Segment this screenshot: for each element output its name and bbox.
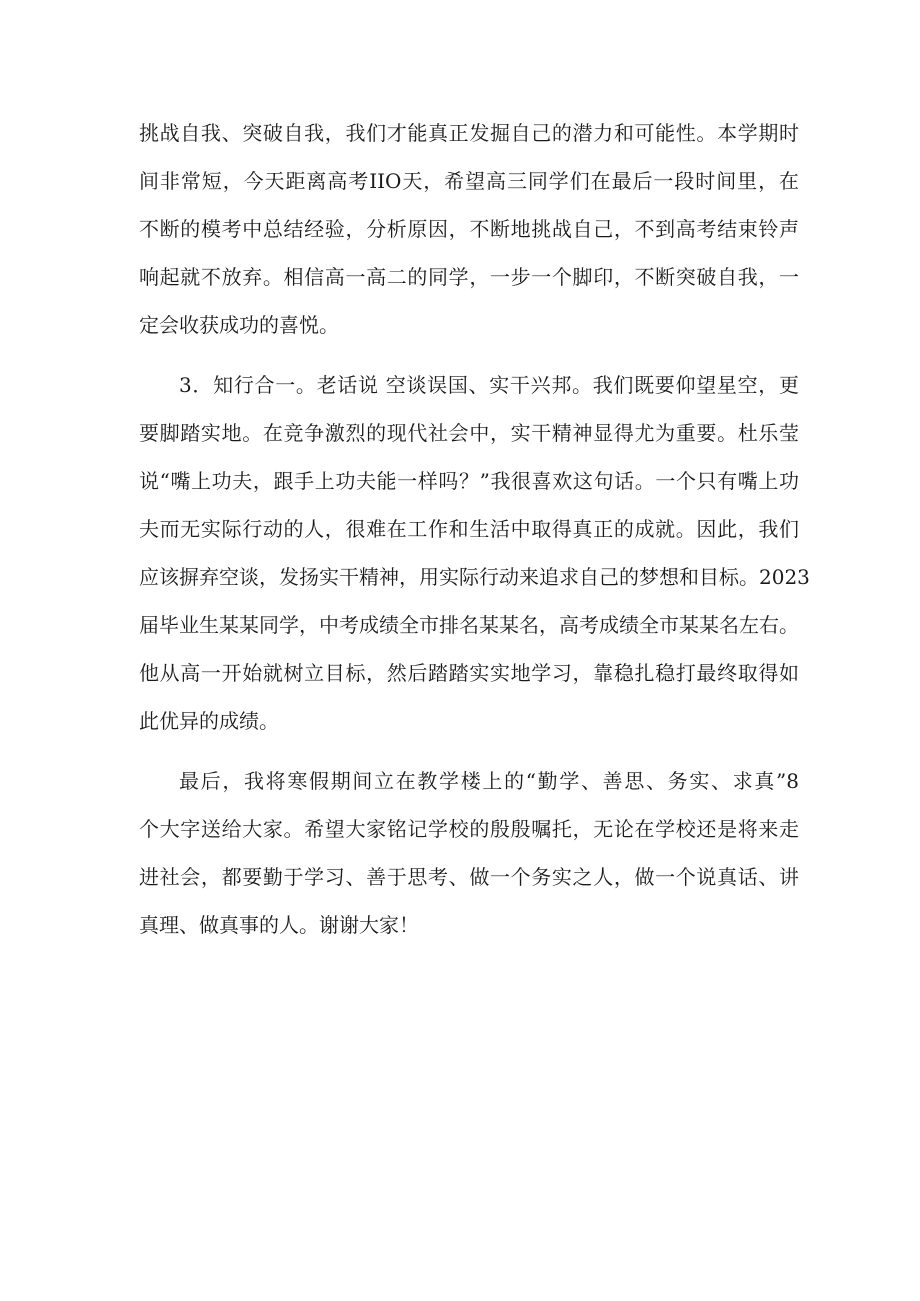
text-line: 他从高一开始就树立目标，然后踏踏实实地学习，靠稳扎稳打最终取得如 — [139, 661, 799, 685]
text-line: 说“嘴上功夫，跟手上功夫能一样吗？”我很喜欢这句话。一个只有嘴上功 — [139, 469, 799, 493]
paragraph-1 — [139, 109, 799, 349]
text-line: 此优异的成绩。 — [139, 709, 279, 733]
text-line: 要脚踏实地。在竞争激烈的现代社会中，实干精神显得尤为重要。杜乐莹 — [139, 421, 799, 445]
text-line: 挑战自我、突破自我，我们才能真正发掘自己的潜力和可能性。本学期时 — [139, 121, 799, 145]
text-line: 真理、做真事的人。谢谢大家！ — [139, 913, 419, 937]
text-line: 3．知行合一。老话说 空谈误国、实干兴邦。我们既要仰望星空，更 — [179, 373, 799, 397]
text-line: 间非常短，今天距离高考IIO天，希望高三同学们在最后一段时间里，在 — [139, 169, 799, 193]
body-text — [139, 109, 810, 961]
text-line: 定会收获成功的喜悦。 — [139, 313, 339, 337]
paragraph-2 — [139, 361, 810, 745]
text-line: 夫而无实际行动的人，很难在工作和生活中取得真正的成就。因此，我们 — [139, 517, 799, 541]
text-line: 进社会，都要勤于学习、善于思考、做一个务实之人，做一个说真话、讲 — [139, 865, 799, 889]
paragraph-3 — [139, 757, 799, 949]
text-line: 届毕业生某某同学，中考成绩全市排名某某名，高考成绩全市某某名左右。 — [139, 613, 799, 637]
text-line: 最后，我将寒假期间立在教学楼上的“勤学、善思、务实、求真”8 — [179, 769, 799, 793]
text-line: 应该摒弃空谈，发扬实干精神，用实际行动来追求自己的梦想和目标。2023 — [139, 565, 810, 589]
text-line: 不断的模考中总结经验，分析原因，不断地挑战自己，不到高考结束铃声 — [139, 217, 799, 241]
text-line: 响起就不放弃。相信高一高二的同学，一步一个脚印，不断突破自我，一 — [139, 265, 799, 289]
text-line: 个大字送给大家。希望大家铭记学校的殷殷嘱托，无论在学校还是将来走 — [139, 817, 799, 841]
